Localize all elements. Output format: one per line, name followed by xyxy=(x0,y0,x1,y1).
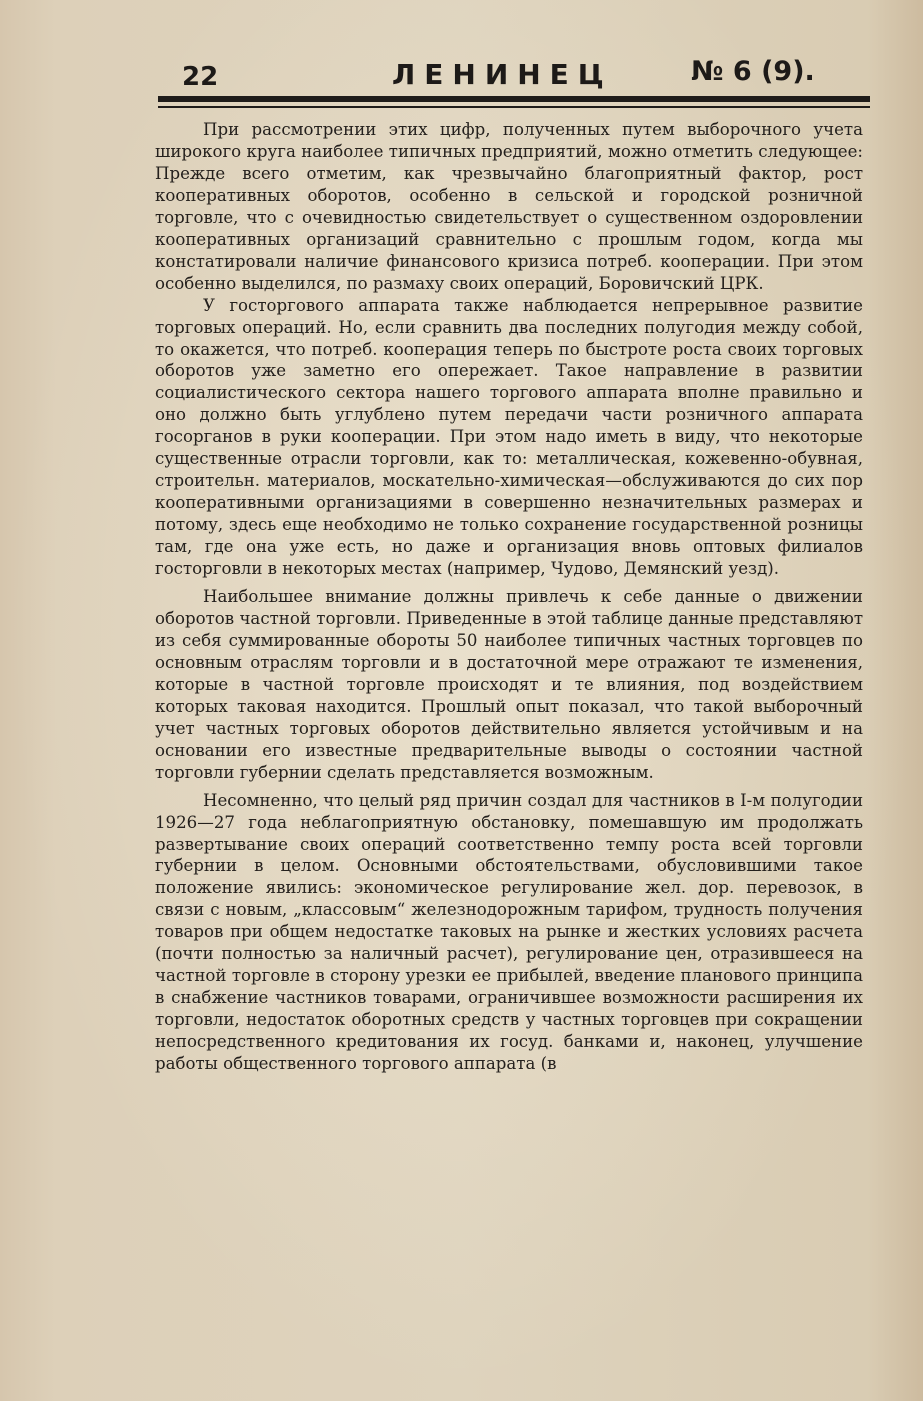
page-header xyxy=(0,52,923,96)
header-rule-thick xyxy=(158,96,870,102)
page-number: 22 xyxy=(182,62,219,92)
issue-number: № 6 (9). xyxy=(691,56,815,87)
header-rule-thin xyxy=(158,106,870,108)
paragraph: При рассмотрении этих цифр, полученных путем выборочного учета широкого круга наиболее типичных предприятий, можно отметить следующее: Прежде всего отметим, как чрезвычайно благоприятный фактор, рост кооперативных оборотов, особенно в сельской и городской розничной торговле, что с очевидностью свидетельствует о существенном оздоровлении кооперативных организаций сравнительно с прошлым годом, когда мы констатировали наличие финансового кризиса потреб. кооперации. При этом особенно выделился, по размаху своих операций, Боровичский ЦРК. xyxy=(155,120,863,293)
paragraph: У госторгового аппарата также наблюдается непрерывное развитие торговых операций. Но, если сравнить два последних полугодия между собой, то окажется, что потреб. кооперация теперь по быстроте роста своих торговых оборотов уже заметно его опережает. Такое направление в развитии социалистического сектора нашего торгового аппарата вполне правильно и оно должно быть углублено путем передачи части розничного аппарата госорганов в руки кооперации. При этом надо иметь в виду, что некоторые существенные отрасли торговли, как то: металлическая, кожевенно-обувная, строительн. материалов, москательно-химическая—обслуживаются до сих пор кооперативными организациями в совершенно незначительных размерах и потому, здесь еще необходимо не только сохранение государственной розницы там, где она уже есть, но даже и организация вновь оптовых филиалов госторговли в некоторых местах (например, Чудово, Демянский уезд). xyxy=(155,295,863,579)
paragraph: Наибольшее внимание должны привлечь к себе данные о движении оборотов частной торговли. Приведенные в этой таблице данные представляют из себя суммированные обороты 50 наиболее типичных частных торговцев по основным отраслям торговли и в достаточной мере отражают те изменения, которые в частной торговле происходят и те влияния, под воздействием которых таковая находится. Прошлый опыт показал, что такой выборочный учет частных торговых оборотов действительно является устойчивым и на основании его известные предварительные выводы о состоянии частной торговли губернии сделать представляется возможным. xyxy=(155,587,863,782)
paragraph: Несомненно, что целый ряд причин создал для частников в I-м полугодии 1926—27 года неблагоприятную обстановку, помешавшую им продолжать развертывание своих операций соответственно темпу роста всей торговли губернии в целом. Основными обстоятельствами, обусловившими такое положение явились: экономическое регулирование жел. дор. перевозок, в связи с новым, „классовым“ железнодорожным тарифом, трудность получения товаров при общем недостатке таковых на рынке и жестких условиях расчета (почти полностью за наличный расчет), регулирование цен, отразившееся на частной торговле в сторону урезки ее прибылей, введение планового принципа в снабжение частников товарами, ограничившее возможности расширения их торговли, недостаток оборотных средств у частных торговцев при сокращении непосредственного кредитования их госуд. банками и, наконец, улучшение работы общественного торгового аппарата (в xyxy=(155,790,863,1074)
article-body xyxy=(155,119,863,1075)
journal-title: ЛЕНИНЕЦ xyxy=(392,58,613,91)
